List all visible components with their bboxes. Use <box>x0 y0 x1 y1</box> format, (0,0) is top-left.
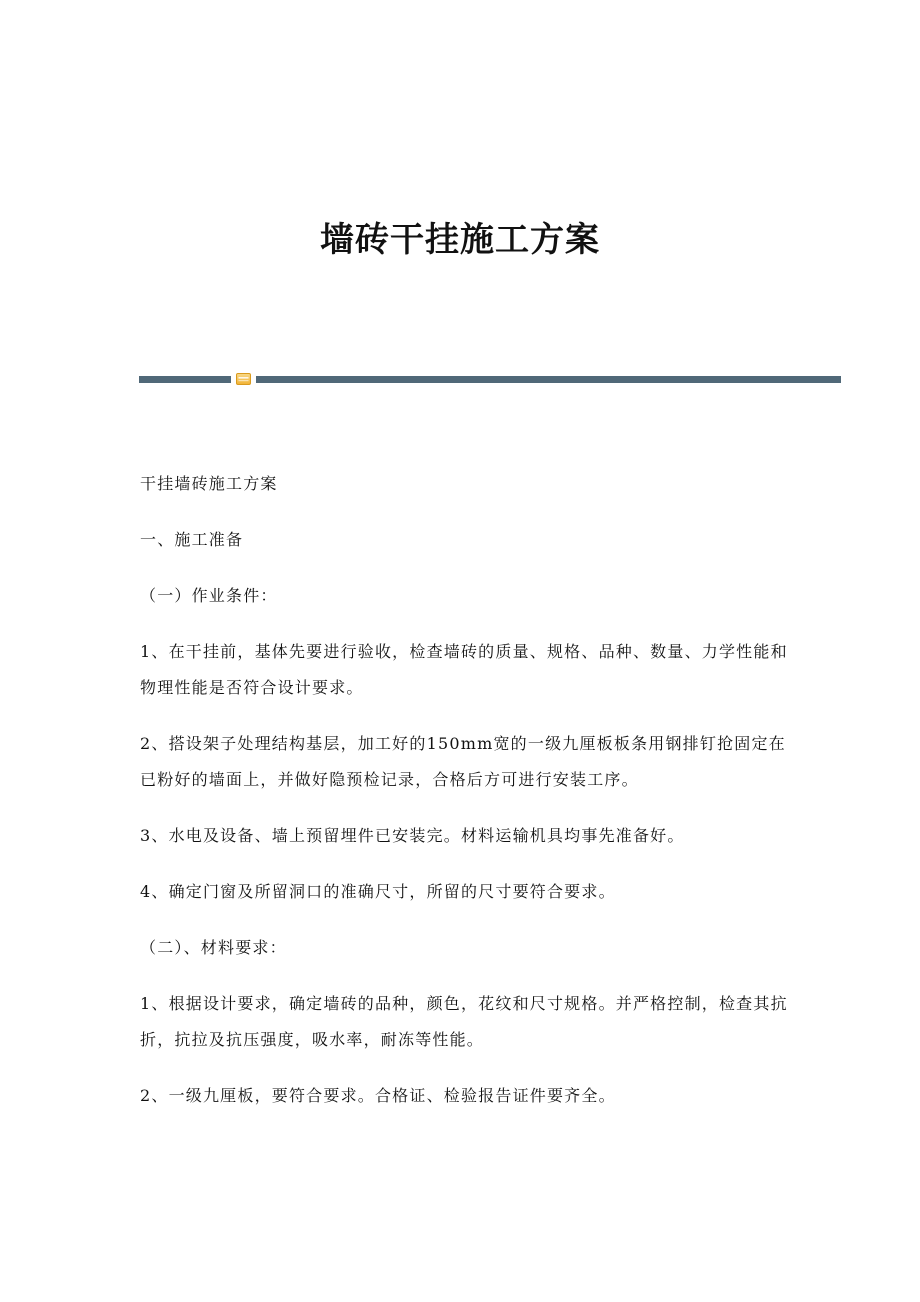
divider-bar-right <box>256 376 841 383</box>
body-paragraph: 4、确定门窗及所留洞口的准确尺寸，所留的尺寸要符合要求。 <box>140 882 616 901</box>
body-paragraph: 2、一级九厘板，要符合要求。合格证、检验报告证件要齐全。 <box>140 1086 616 1105</box>
subsection-heading: （一）作业条件： <box>140 586 278 605</box>
title-divider <box>139 370 841 390</box>
divider-bar-left <box>139 376 231 383</box>
body-paragraph: 3、水电及设备、墙上预留埋件已安装完。材料运输机具均事先准备好。 <box>140 826 685 845</box>
subsection-heading: （二）、材料要求： <box>140 938 287 957</box>
body-paragraph: 1、在干挂前，基体先要进行验收，检查墙砖的质量、规格、品种、数量、力学性能和物理性能是否符合设计要求。 <box>140 642 788 697</box>
document-body <box>140 466 790 1134</box>
page-title: 墙砖干挂施工方案 <box>320 220 600 260</box>
section-heading: 一、施工准备 <box>140 530 244 549</box>
body-paragraph: 2、搭设架子处理结构基层，加工好的150mm宽的一级九厘板板条用钢排钉抢固定在已粉好的墙面上，并做好隐预检记录，合格后方可进行安装工序。 <box>140 734 786 789</box>
body-paragraph: 1、根据设计要求，确定墙砖的品种，颜色，花纹和尺寸规格。并严格控制，检查其抗折，抗拉及抗压强度，吸水率，耐冻等性能。 <box>140 994 788 1049</box>
gem-icon <box>236 373 251 385</box>
section-heading: 干挂墙砖施工方案 <box>140 474 278 493</box>
